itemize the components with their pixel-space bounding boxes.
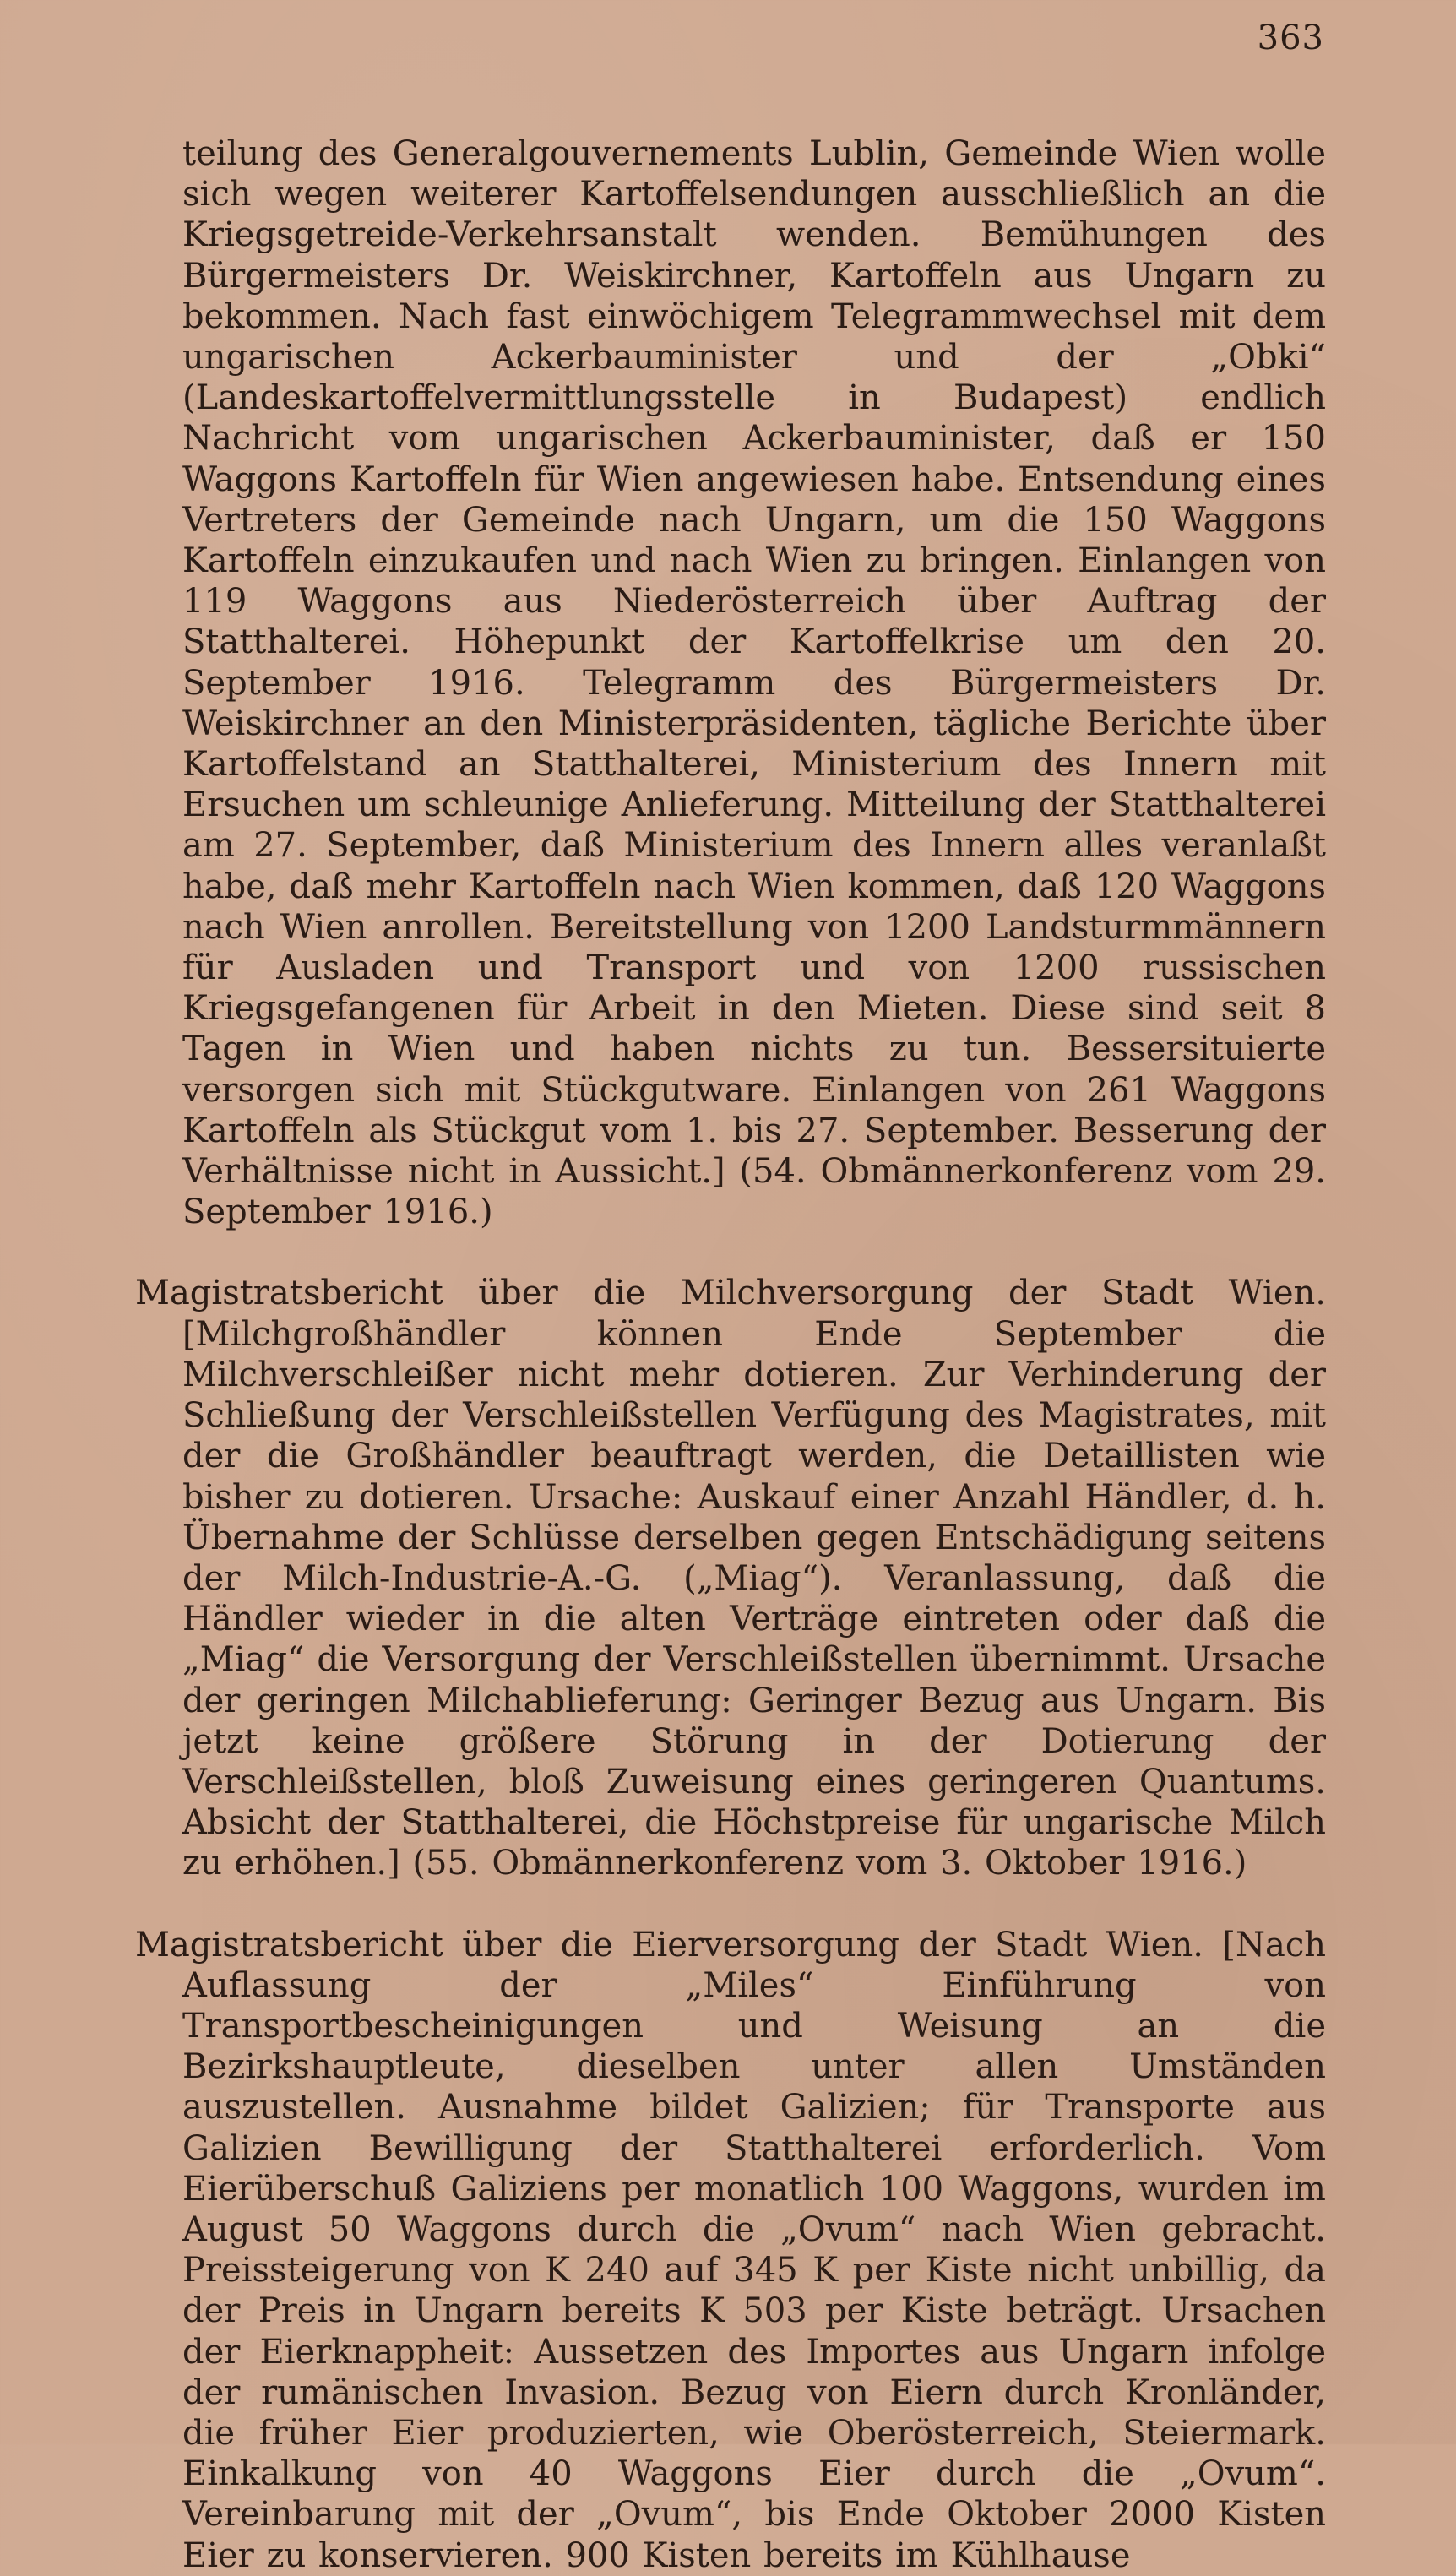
entry-milk-supply: Magistratsbericht über die Milchversorgung der Stadt Wien. [Milchgroßhändler können Ende September die Milchverschleißer nicht mehr dotieren. Zur Verhinderung der Schließung der Verschleißstellen Verfügung des Magistrates, mit der die Großhändler beauftragt werden, die Detaillisten wie bisher zu dotieren. Ursache: Auskauf einer Anzahl Händler, d. h. Übernahme der Schlüsse derselben gegen Entschädigung seitens der Milch-Industrie-A.-G. („Miag“). Veranlassung, daß die Händler wieder in die alten Verträge eintreten oder daß die „Miag“ die Versorgung der Verschleißstellen übernimmt. Ursache der geringen Milchablieferung: Geringer Bezug aus Ungarn. Bis jetzt keine größere Störung in der Dotierung der Verschleißstellen, bloß Zuweisung eines geringeren Quantums. Absicht der Statthalterei, die Höchstpreise für ungarische Milch zu erhöhen.] (55. Obmännerkonferenz vom 3. Oktober 1916.) [135,1274,1326,1883]
entry-potato-supply: teilung des Generalgouvernements Lublin, Gemeinde Wien wolle sich wegen weiterer Kartoffelsendungen ausschließlich an die Kriegsgetreide-Verkehrsanstalt wenden. Bemühungen des Bürgermeisters Dr. Weiskirchner, Kartoffeln aus Ungarn zu bekommen. Nach fast einwöchigem Telegrammwechsel mit dem ungarischen Ackerbauminister und der „Obki“ (Landeskartoffelvermittlungsstelle in Budapest) endlich Nachricht vom ungarischen Ackerbauminister, daß er 150 Waggons Kartoffeln für Wien angewiesen habe. Entsendung eines Vertreters der Gemeinde nach Ungarn, um die 150 Waggons Kartoffeln einzukaufen und nach Wien zu bringen. Einlangen von 119 Waggons aus Niederösterreich über Auftrag der Statthalterei. Höhepunkt der Kartoffelkrise um den 20. September 1916. Telegramm des Bürgermeisters Dr. Weiskirchner an den Ministerpräsidenten, tägliche Berichte über Kartoffelstand an Statthalterei, Ministerium des Innern mit Ersuchen um schleunige Anlieferung. Mitteilung der Statthalterei am 27. September, daß Ministerium des Innern alles veranlaßt habe, daß mehr Kartoffeln nach Wien kommen, daß 120 Waggons nach Wien anrollen. Bereitstellung von 1200 Landsturmmännern für Ausladen und Transport und von 1200 russischen Kriegsgefangenen für Arbeit in den Mieten. Diese sind seit 8 Tagen in Wien und haben nichts zu tun. Bessersituierte versorgen sich mit Stückgutware. Einlangen von 261 Waggons Kartoffeln als Stückgut vom 1. bis 27. September. Besserung der Verhältnisse nicht in Aussicht.] (54. Obmännerkonferenz vom 29. September 1916.) [182,134,1326,1232]
page-body [135,133,1326,2576]
entry-egg-supply: Magistratsbericht über die Eierversorgung der Stadt Wien. [Nach Auflassung der „Miles“ Einführung von Transportbescheinigungen und Weisung an die Bezirkshauptleute, dieselben unter allen Umständen auszustellen. Ausnahme bildet Galizien; für Transporte aus Galizien Bewilligung der Statthalterei erforderlich. Vom Eierüberschuß Galiziens per monatlich 100 Waggons, wurden im August 50 Waggons durch die „Ovum“ nach Wien gebracht. Preissteigerung von K 240 auf 345 K per Kiste nicht unbillig, da der Preis in Ungarn bereits K 503 per Kiste beträgt. Ursachen der Eierknappheit: Aussetzen des Importes aus Ungarn infolge der rumänischen Invasion. Bezug von Eiern durch Kronländer, die früher Eier produzierten, wie Oberösterreich, Steiermark. Einkalkung von 40 Waggons Eier durch die „Ovum“. Vereinbarung mit der „Ovum“, bis Ende Oktober 2000 Kisten Eier zu konservieren. 900 Kisten bereits im Kühlhause [135,1925,1326,2575]
page-number: 363 [1257,19,1324,57]
